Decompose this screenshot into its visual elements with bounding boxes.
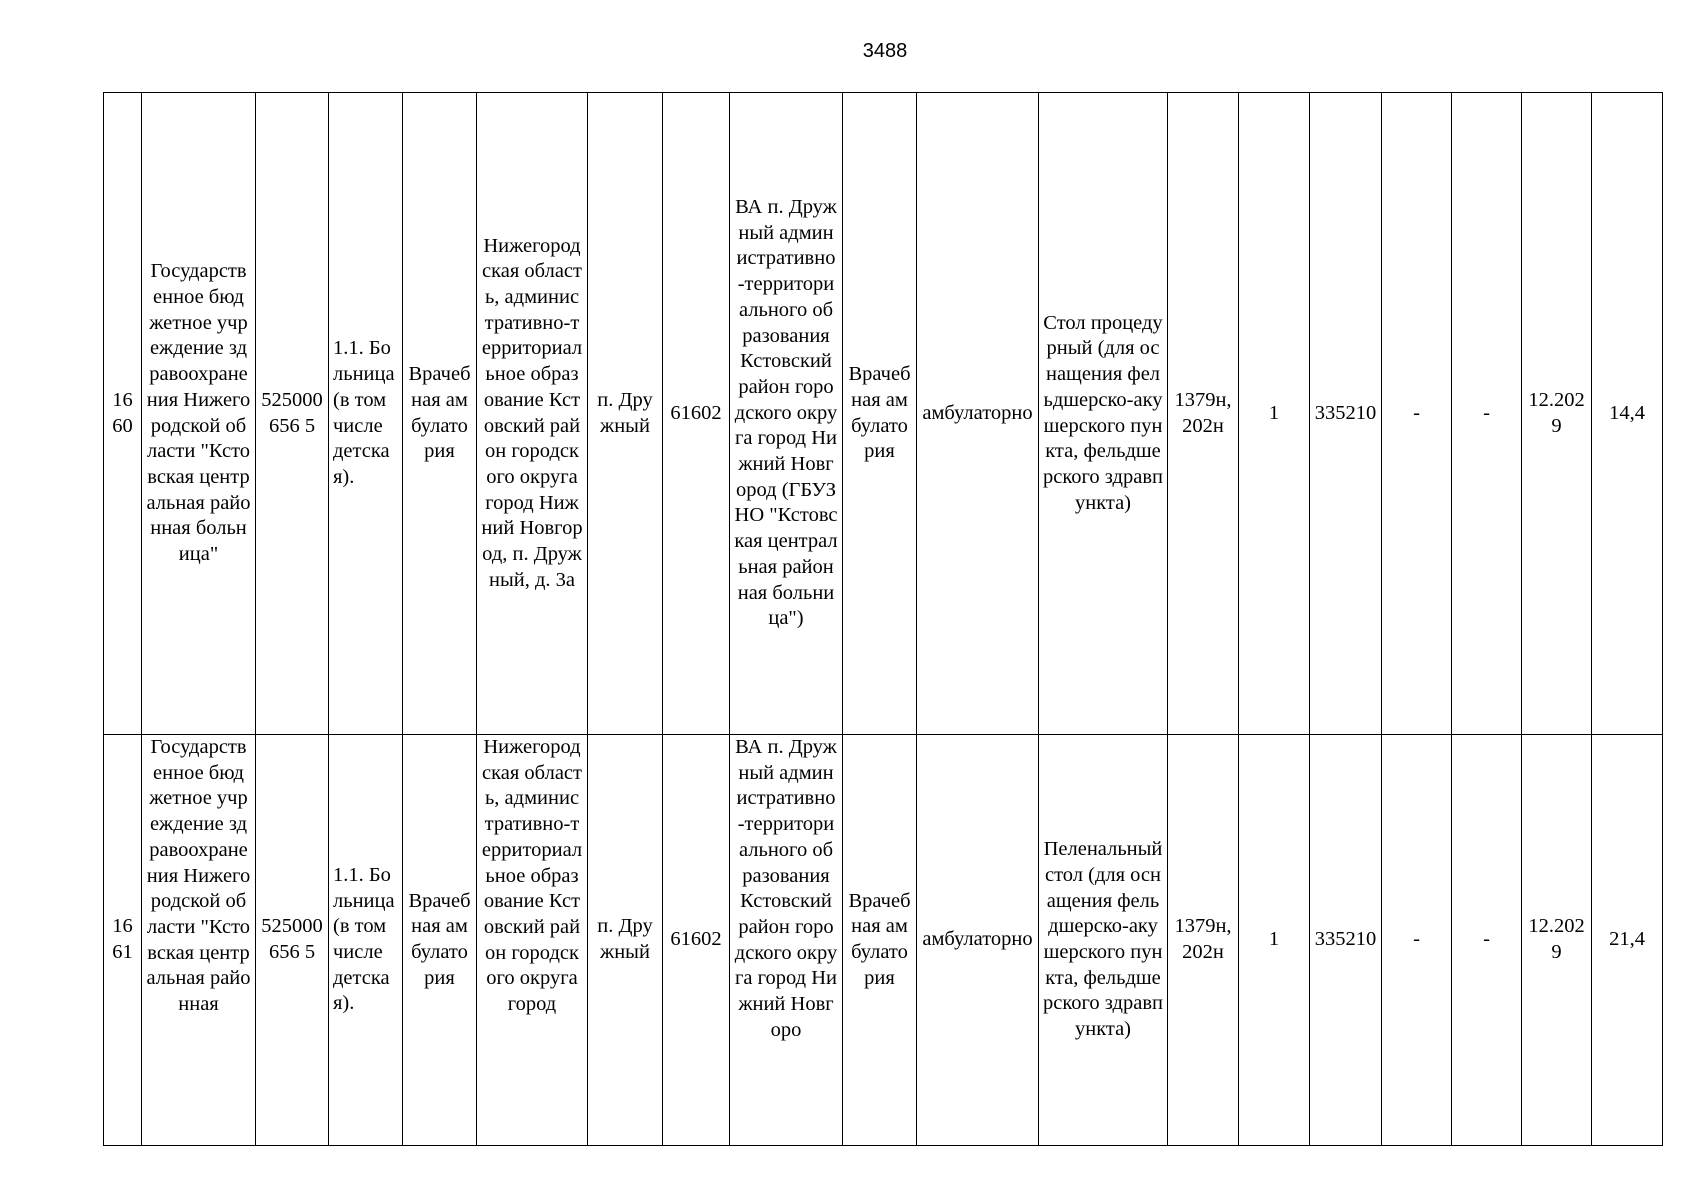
unit-type-cell: Врачебная амбулатория [403,93,477,735]
table-row [104,735,1663,1146]
facility-type-cell: 1.1. Больница (в том числе детская). [329,735,403,1146]
inn-cell: 525000656 5 [256,93,329,735]
unit-type-2-cell: Врачебная амбулатория [843,93,917,735]
unit-type-cell: Врачебная амбулатория [403,735,477,1146]
equipment-cell: Пеленальный стол (для оснащения фельдшерско-акушерского пункта, фельдшерского здравпункта) [1039,735,1168,1146]
care-conditions-cell: амбулаторно [917,93,1039,735]
inn-cell: 525000656 5 [256,735,329,1146]
dash-cell: - [1452,93,1522,735]
organization-cell: Государственное бюджетное учреждение здравоохранения Нижегородской области "Кстовская центральная районная [142,735,256,1146]
dash-cell: - [1382,93,1452,735]
dash-cell: - [1382,735,1452,1146]
facility-type-cell: 1.1. Больница (в том числе детская). [329,93,403,735]
row-number: 1661 [104,735,142,1146]
date-cell: 12.2029 [1522,735,1592,1146]
order-cell: 1379н, 202н [1168,93,1239,735]
equipment-cell: Стол процедурный (для оснащения фельдшерско-акушерского пункта, фельдшерского здравпункта) [1039,93,1168,735]
code-2-cell: 335210 [1310,93,1382,735]
unit-type-2-cell: Врачебная амбулатория [843,735,917,1146]
order-cell: 1379н, 202н [1168,735,1239,1146]
dash-cell: - [1452,735,1522,1146]
date-cell: 12.2029 [1522,93,1592,735]
row-number: 1660 [104,93,142,735]
unit-name-cell: ВА п. Дружный административно-территориального образования Кстовский район городского округа город Нижний Новгород (ГБУЗ НО "Кстовская центральная районная больница") [730,93,843,735]
code-cell: 61602 [663,93,730,735]
address-cell: Нижегородская область, административно-территориальное образование Кстовский район городского округа город [477,735,588,1146]
code-cell: 61602 [663,735,730,1146]
value-cell: 21,4 [1592,735,1663,1146]
quantity-cell: 1 [1239,735,1310,1146]
settlement-cell: п. Дружный [588,735,663,1146]
table-row [104,93,1663,735]
page-number: 3488 [862,40,908,62]
address-cell: Нижегородская область, административно-территориальное образование Кстовский район городского округа город Нижний Новгород, п. Дружный, д. 3а [477,93,588,735]
quantity-cell: 1 [1239,93,1310,735]
equipment-registry-table [103,92,1663,1146]
unit-name-cell: ВА п. Дружный административно-территориального образования Кстовский район городского округа город Нижний Новгоро [730,735,843,1146]
care-conditions-cell: амбулаторно [917,735,1039,1146]
organization-cell: Государственное бюджетное учреждение здравоохранения Нижегородской области "Кстовская центральная районная больница" [142,93,256,735]
settlement-cell: п. Дружный [588,93,663,735]
code-2-cell: 335210 [1310,735,1382,1146]
value-cell: 14,4 [1592,93,1663,735]
